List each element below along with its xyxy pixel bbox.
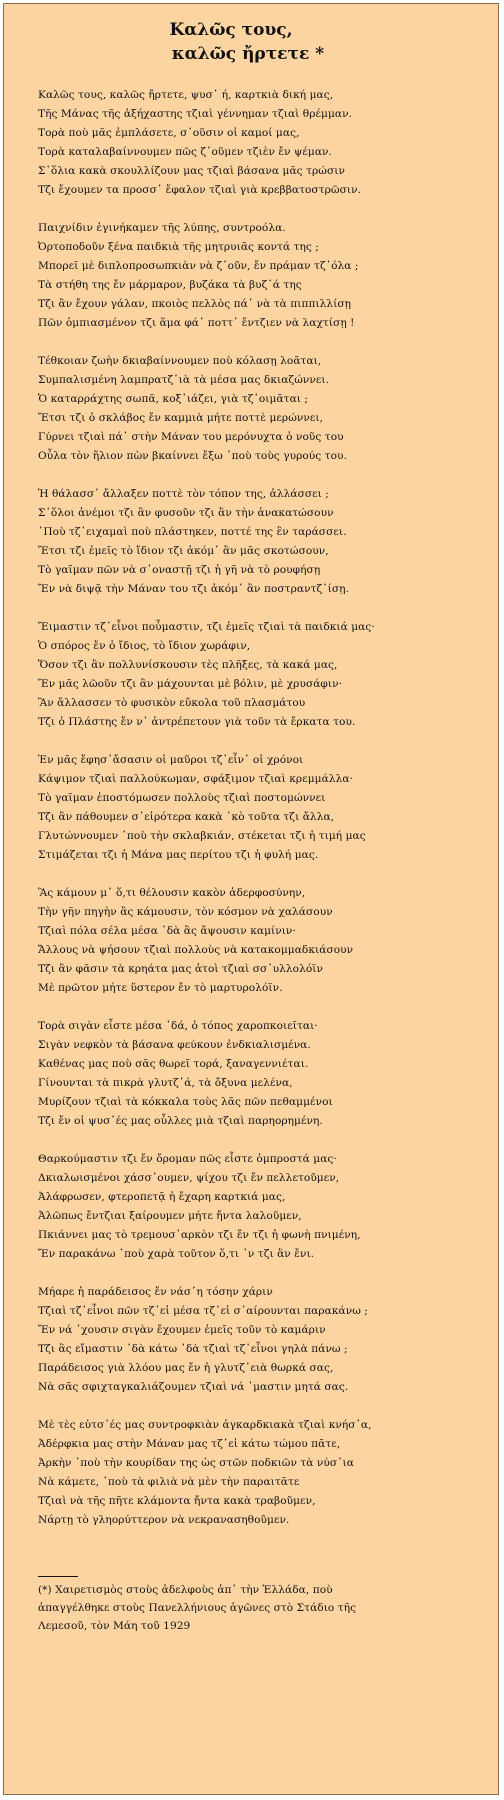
poem-line: Ἔν νὰ διψᾷ τὴν Μάναν του τζι ἀκόμ᾿ ἂν ποστραντζ᾿ίσῃ. <box>38 583 349 595</box>
poem-line: Ἂς κάμουν μ᾿ ὅ,τι θέλουσιν κακὸν ἀδερφοσύνην, <box>38 887 306 899</box>
poem-line: Τζι ἂν ἔχουν γάλαν, πκοιὸς πελλὸς πά᾿ νὰ τὰ πιππιλλίσῃ <box>38 298 352 310</box>
title-line-1: Καλῶς τους, <box>169 20 293 40</box>
poem-line: Ἀλάφρωσεν, φτεροπετᾷ ἡ ἔχαρη καρτκιά μας, <box>38 1191 286 1203</box>
poem-line: Οὖλα τὸν ἥλιον πὼν βκαίννει ἔξω ᾿ποὺ τοὺς γυρούς του. <box>38 450 347 462</box>
poem-line: Τζιαὶ νὰ τῆς πῆτε κλάμοντα ἤντα κακὰ τραβοῦμεν, <box>38 1495 316 1507</box>
stanza <box>38 1017 486 1131</box>
poem-line: Γίνουνται τὰ πικρὰ γλυτζ᾿ά, τὰ ὄξυνα μελένα, <box>38 1077 293 1089</box>
poem-line: Ὀρτοποδοῦν ξένα παιδκιὰ τῆς μητρυιᾶς κοντά της ; <box>38 241 319 253</box>
poem-line: Ἔτσι τζι ὁ σκλάβος ἔν καμμιὰ μήτε ποττὲ μερώννει, <box>38 412 324 424</box>
stanza <box>38 1283 486 1397</box>
poem-line: Μήαρε ἡ παράδεισος ἔν νάσ᾿η τόσην χάριν <box>38 1286 273 1298</box>
poem-line: Ἡ θάλασσ᾿ ἄλλαξεν ποττὲ τὸν τόπον της, ἀλλάσσει ; <box>38 488 329 500</box>
footnote-line: (*) Χαιρετισμὸς στοὺς ἀδελφοὺς ἀπ᾿ τὴν Ἑλλάδα, ποὺ <box>38 1584 333 1596</box>
poem-line: Τὸ γαῖμαν ἐποστόμωσεν πολλοὺς τζιαὶ ποστομώννει <box>38 792 326 804</box>
stanza <box>38 86 486 200</box>
poem-line: Πῶν ὀμπιασμένον τζι ἅμα φά᾿ ποττ᾿ ἔντζιεν νὰ λαχτίσῃ ! <box>38 317 355 329</box>
poem-line: Ἄλλους νὰ ψήσουν τζιαὶ πολλοὺς νὰ κατακομμαδκιάσουν <box>38 944 354 956</box>
poem-line: Ὁ σπόρος ἔν ὁ ἴδιος, τὸ ἴδιον χωράφιν, <box>38 640 251 652</box>
poem-line: Τὴν γῆν πηγὴν ἂς κάμουσιν, τὸν κόσμον νὰ χαλάσουν <box>38 906 333 918</box>
stanza <box>38 352 486 466</box>
poem-line: Τορὰ καταλαβαίννουμεν πῶς ζ᾿οῦμεν τζιὲν ἔν ψέμαν. <box>38 146 332 158</box>
poem-line: Ἔιμαστιν τζ᾿εἶνοι ποὖμαστιν, τζι ἐμεῖς τζιαὶ τὰ παιδκιά μας· <box>38 621 375 633</box>
poem-line: Τορὰ σιγὰν εἶστε μέσα ᾿δά, ὁ τόπος χαροπκοιεῖται· <box>38 1020 318 1032</box>
poem-line: Μπορεῖ μὲ διπλοπροσωπκιὰν νὰ ζ᾿οῦν, ἔν πράμαν τζ᾿όλα ; <box>38 260 359 272</box>
poem-line: Τζιαὶ πόλα σέλα μέσα ᾿δὰ ἂς ἄψουσιν καμίνιν· <box>38 925 296 937</box>
poem-line: Ὁ καταρράχτης σωπᾶ, κοξ᾿ιάζει, γιὰ τζ᾿οιμᾶται ; <box>38 393 309 405</box>
poem-line: Ἀδέρφκια μας στὴν Μάναν μας τζ᾿εἰ κάτω τώμου πᾶτε, <box>38 1438 341 1450</box>
poem-line: Καλῶς τους, καλῶς ἤρτετε, ψυσ᾿ ή, καρτκιὰ δική μας, <box>38 89 334 101</box>
poem-title <box>0 18 498 66</box>
footnote-divider <box>38 1576 78 1577</box>
poem-line: Καθένας μας ποὺ σᾶς θωρεῖ τορά, ξαναγεννιέται. <box>38 1058 309 1070</box>
poem-line: Νὰ κάμετε, ᾿ποὺ τὰ φιλιὰ νὰ μὲν τὴν παραιτᾶτε <box>38 1476 300 1488</box>
poem-line: Τζι ἔχουμεν τα προσσ᾿ ἔφαλον τζιαὶ γιὰ κρεββατοστρῶσιν. <box>38 184 361 196</box>
poem-line: Τζι ὁ Πλάστης ἔν ν᾿ ἀντρέπετουν γιὰ τοῦν τὰ ἔρκατα του. <box>38 716 356 728</box>
poem-line: Μὲ τὲς εὐτσ᾿ές μας συντροφκιὰν ἀγκαρδκιακὰ τζιαὶ κνήσ᾿α, <box>38 1419 372 1431</box>
poem-line: Τζιαὶ τζ᾿εἶνοι πῶν τζ᾿εἰ μέσα τζ᾿εἰ σ᾿αίρουνται παρακάνω ; <box>38 1305 368 1317</box>
poem-line: Νὰ σᾶς σφιχταγκαλιάζουμεν τζιαὶ νά ᾿μαστιν μητά σας. <box>38 1381 349 1393</box>
stanza <box>38 219 486 333</box>
poem-line: Τζι ἔν οἱ ψυσ᾿ές μας οὖλλες μιὰ τζιαὶ παρηορημένη. <box>38 1115 323 1127</box>
poem-line: Παράδεισος γιὰ λλόου μας ἔν ἡ γλυτζ᾿ειὰ θωρκά σας, <box>38 1362 334 1374</box>
stanza <box>38 1150 486 1264</box>
poem-line: Τζι ἂν φᾶσιν τὰ κρηάτα μας ἀτοὶ τζιαὶ σσ᾿υλλολόϊν <box>38 963 323 975</box>
poem-line: Ἐν μᾶς ἔφησ᾿ἄσασιν οἱ μαῦροι τζ᾿εἶν᾿ οἱ χρόνοι <box>38 754 304 766</box>
poem-line: Κάψιμον τζιαὶ παλλούκωμαν, σφάξιμον τζιαὶ κρεμμάλλα· <box>38 773 353 785</box>
poem-line: Συμπαλισμένη λαμπρατζ᾿ιὰ τὰ μέσα μας δκιαζώννει. <box>38 374 330 386</box>
poem-line: Παιχνίδιν ἐγινήκαμεν τῆς λύπης, συντροόλα. <box>38 222 286 234</box>
poem-page <box>3 3 499 1795</box>
stanza <box>38 1416 486 1530</box>
footnote-line: ἀπαγγέλθηκε στοὺς Πανελλήνιους ἀγῶνες στὸ Στάδιο τῆς <box>38 1602 357 1614</box>
poem-line: Σ᾿ὅλια κακὰ σκουλλίζουν μας τζιαὶ βάσανα μᾶς τρώσιν <box>38 165 345 177</box>
stanza <box>38 751 486 865</box>
poem-line: Μυρίζουν τζιαὶ τὰ κόκκαλα τοὺς λᾶς πῶν πεθαμμένοι <box>38 1096 333 1108</box>
poem-line: Ἔν νά ᾿χουσιν σιγὰν ἔχουμεν ἐμεῖς τοῦν τὸ καμάριν <box>38 1324 326 1336</box>
poem-line: Τζι ἂς εἴμαστιν ᾿δὰ κάτω ᾿δὰ τζιαὶ τζ᾿εἶνοι γηλὰ πάνω ; <box>38 1343 348 1355</box>
poem-line: Ὅσον τζι ἂν πολλυνίσκουσιν τὲς πλῆξες, τὰ κακά μας, <box>38 659 338 671</box>
poem-line: Τζι ἂν πάθουμεν σ᾿εἰρότερα κακὰ ᾿κὸ τοῦτα τζι ἄλλα, <box>38 811 335 823</box>
poem-line: Νάρτῃ τὸ γληορύττερον νὰ νεκρανασηθοῦμεν. <box>38 1514 290 1526</box>
footnote <box>4 1581 498 1635</box>
poem-line: Τῆς Μάνας τῆς ἀξήχαστης τζιαὶ γέννημαν τζιαὶ θρέμμαν. <box>38 108 352 120</box>
poem-body <box>4 86 498 1530</box>
poem-line: Δκιαλωισμένοι χάσσ᾿ουμεν, ψίχου τζι ἔν πελλετοῦμεν, <box>38 1172 340 1184</box>
poem-line: Τὰ στήθη της ἔν μάρμαρον, βυζάκα τὰ βυζ᾿ά της <box>38 279 302 291</box>
poem-line: Ἔν παρακάνω ᾿ποὺ χαρὰ τοῦτον ὅ,τι ᾿ν τζι ἂν ἔνι. <box>38 1248 315 1260</box>
poem-line: Πκιάννει μας τὸ τρεμουσ᾿αρκὸν τζι ἔν τζι ἡ φωνὴ πνιμένη, <box>38 1229 361 1241</box>
title-line-2: καλῶς ἤρτετε * <box>171 44 325 64</box>
footnote-line: Λεμεσοῦ, τὸν Μάη τοῦ 1929 <box>38 1620 191 1632</box>
poem-line: Σ᾿ὅλοι ἀνέμοι τζι ἂν φυσοῦν τζι ἂν τὴν ἀνακατώσουν <box>38 507 334 519</box>
poem-line: Ἔν μᾶς λῶοῦν τζι ἂν μάχουνται μὲ βόλιν, μὲ χρυσάφιν· <box>38 678 343 690</box>
poem-line: Ἂν ἄλλασσεν τὸ φυσικὸν εὔκολα τοῦ πλασμάτου <box>38 697 306 709</box>
poem-line: Ἀρκὴν ᾿ποὺ τὴν κουρίδαν της ὡς στῶν ποδκιῶν τὰ νύσ᾿ια <box>38 1457 354 1469</box>
poem-line: Τέθκοιαν ζωὴν δκιαβαίννουμεν ποὺ κόλασῃ λοᾶται, <box>38 355 322 367</box>
poem-line: Τὸ γαῖμαν πῶν νὰ σ᾿οναστῇ τζι ἡ γῆ νὰ τὸ ρουφήσῃ <box>38 564 321 576</box>
poem-line: Γύρνει τζιαὶ πά᾿ στὴν Μάναν του μερόνυχτα ὁ νοῦς του <box>38 431 344 443</box>
poem-line: Θαρκούμαστιν τζι ἔν ὄρομαν πῶς εἶστε ὀμπροστά μας· <box>38 1153 337 1165</box>
poem-line: Τορὰ ποὺ μᾶς ἐμπλάσετε, σ᾿οῦσιν οἱ καμοί μας, <box>38 127 300 139</box>
stanza <box>38 485 486 599</box>
poem-line: ᾿Ποὺ τζ᾿ειχαμαὶ ποὺ πλάστηκεν, ποττέ της ἒν ταράσσει. <box>38 526 347 538</box>
stanza <box>38 618 486 732</box>
poem-line: Μὲ πρῶτον μήτε ὕστερον ἔν τὸ μαρτυρολόϊν. <box>38 982 283 994</box>
poem-line: Στιμάζεται τζι ἡ Μάνα μας περίτου τζι ἡ φυλή μας. <box>38 849 319 861</box>
poem-line: Γλυτώννουμεν ᾿ποὺ τὴν σκλαβκιάν, στέκεται τζι ἡ τιμή μας <box>38 830 366 842</box>
poem-line: Σιγὰν νεφκὸν τὰ βάσανα φεύκουν ἐνδκιαλισμένα. <box>38 1039 311 1051</box>
stanza <box>38 884 486 998</box>
poem-line: Ἔτσι τζι ἐμεῖς τὸ ἴδιον τζι ἀκόμ᾿ ἂν μᾶς σκοτώσουν, <box>38 545 329 557</box>
poem-line: Ἀλῶπως ἔντζιαι ξαίρουμεν μήτε ἤντα λαλοῦμεν, <box>38 1210 302 1222</box>
